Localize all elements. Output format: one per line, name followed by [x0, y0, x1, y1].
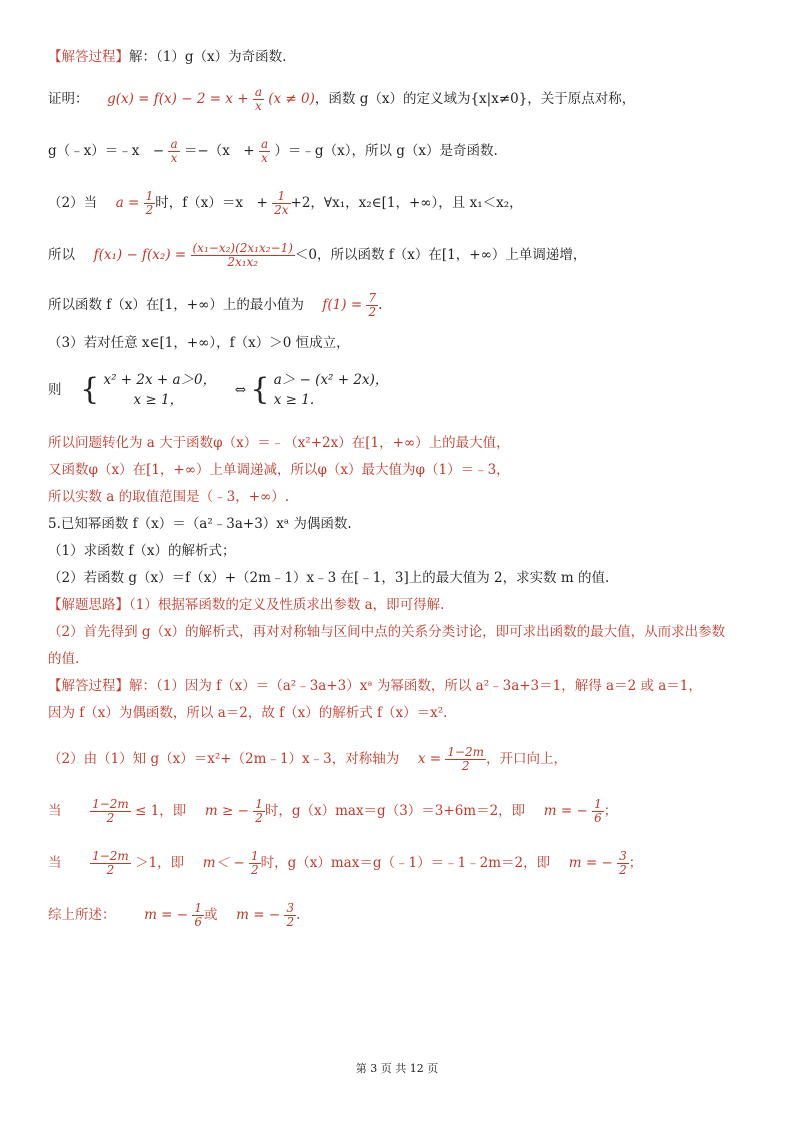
odd-frac-1: $\frac{a}{x}$ [170, 137, 178, 165]
summary-or: 或 [204, 907, 218, 923]
c2-frac: $\frac{1-2m}{2}$ [92, 849, 129, 877]
q2-start: （2）当 [48, 195, 98, 211]
left-brace-2: { [250, 372, 270, 407]
q3-line: （3）若对任意 x∈[1，+∞），f（x）＞0 恒成立， [48, 335, 350, 351]
c2-r: $\frac{3}{2}$ [619, 849, 627, 877]
min-line: 所以函数 f（x）在[1，+∞）上的最小值为 f(1) = $\frac{7}{2}$ . [48, 291, 383, 319]
equiv-arrow: ⇔ [234, 382, 247, 398]
page-footer: 第 3 页 共 12 页 [355, 1062, 439, 1075]
c2-when: 当 [48, 855, 62, 871]
system-2: a＞ − (x² + 2x)， x ≥ 1. [273, 372, 389, 408]
answer-tag-2: 【解答过程】 [48, 678, 129, 694]
c1-when: 当 [48, 803, 62, 819]
ans2-frac: $\frac{1-2m}{2}$ [447, 745, 485, 773]
summary-line [48, 902, 300, 929]
c1-frac: $\frac{1-2m}{2}$ [92, 797, 129, 825]
part1-head: 解：（1）g（x）为奇函数. [129, 49, 287, 65]
so-label: 所以 [48, 247, 75, 263]
ans2-line [48, 746, 567, 773]
answer-process-header-1 [48, 48, 286, 66]
proof-label: 证明： [48, 91, 89, 107]
min-frac: $\frac{7}{2}$ [368, 291, 377, 319]
system-1: x² + 2x + a＞0， x ≥ 1， [103, 372, 217, 408]
c1-m: m ≥ − [204, 803, 249, 819]
proof-line [48, 86, 635, 113]
summary-f2: $\frac{3}{2}$ [286, 901, 295, 929]
odd-start: g（﹣x）＝﹣x − [48, 143, 165, 159]
problem5-sub2: （2）若函数 g（x）＝f（x）+（2m﹣1）x﹣3 在[﹣1，3]上的最大值为 2，求实数 m 的值. [48, 570, 610, 586]
q2-frac2: $\frac{1}{2x}$ [274, 189, 289, 217]
summary-label: 综上所述： [48, 907, 116, 923]
proof-condition: (x ≠ 0) [268, 91, 315, 107]
odd-mid: ＝−（x + [183, 143, 255, 159]
q2-end: +2，∀x₁，x₂∈[1，+∞），且 x₁＜x₂， [290, 195, 523, 211]
summary-f1: $\frac{1}{6}$ [194, 901, 203, 929]
answer-process-header-2 [48, 677, 702, 695]
c2-res: m = − [568, 855, 613, 871]
c2-end: ； [628, 855, 643, 871]
so-end: ＜0，所以函数 f（x）在[1，+∞）上单调递增， [294, 247, 587, 263]
c1-text: 时，g（x）max＝g（3）＝3+6m＝2，即 [264, 803, 526, 819]
min-text: 所以函数 f（x）在[1，+∞）上的最小值为 [48, 297, 304, 313]
problem5-stem: 5.已知幂函数 f（x）＝（a²﹣3a+3）xᵃ 为偶函数. [48, 516, 352, 532]
c1-le: ≤ 1，即 [135, 803, 187, 819]
conv-line-3: 所以实数 a 的取值范围是（﹣3，+∞）. [48, 489, 290, 505]
proof-text: ，函数 g（x）的定义域为{x|x≠0}，关于原点对称， [314, 91, 636, 107]
conv-line-1: 所以问题转化为 a 大于函数φ（x）＝﹣（x²+2x）在[1，+∞）上的最大值， [48, 435, 510, 451]
idea-tag: 【解题思路】 [48, 597, 129, 613]
odd-end: ）＝﹣g（x），所以 g（x）是奇函数. [274, 143, 498, 159]
idea-line-1 [48, 596, 444, 614]
system-line [48, 370, 388, 410]
answer-tag: 【解答过程】 [48, 49, 129, 65]
so-frac: $\frac{\text{(x₁−x₂)(2x₁x₂−1)}}{\text{2x₁x₂}}$ [192, 241, 293, 269]
idea-1: （1）根据幂函数的定义及性质求出参数 a，即可得解. [129, 597, 445, 613]
ans1a: 解：（1）因为 f（x）＝（a²﹣3a+3）xᵃ 为幂函数，所以 a²﹣3a+3＝1，解得 a＝2 或 a＝1， [129, 678, 702, 694]
c2-gt: ＞1，即 [135, 855, 185, 871]
so-formula: f(x₁) − f(x₂) = [93, 247, 187, 263]
case2-line [48, 850, 642, 877]
conv-line-2: 又函数φ（x）在[1，+∞）上单调递减，所以φ（x）最大值为φ（1）＝﹣3， [48, 462, 510, 478]
c2-text: 时，g（x）max＝g（﹣1）＝﹣1﹣2m＝2，即 [260, 855, 551, 871]
c1-res: m = − [543, 803, 588, 819]
c1-r: $\frac{1}{6}$ [594, 797, 602, 825]
summary-end: . [296, 907, 301, 923]
odd-line [48, 138, 498, 165]
c1-end: ； [603, 803, 618, 819]
so-line [48, 242, 586, 269]
ans1b: 因为 f（x）为偶函数，所以 a＝2，故 f（x）的解析式 f（x）＝x². [48, 705, 448, 721]
ans2-start: （2）由（1）知 g（x）＝x²+（2m﹣1）x﹣3，对称轴为 [48, 751, 400, 767]
proof-formula: g(x) = f(x) − 2 = x + [107, 91, 249, 107]
summary-m1: m = − [144, 907, 189, 923]
odd-frac-2: $\frac{a}{x}$ [260, 137, 269, 165]
problem5-sub1: （1）求函数 f（x）的解析式； [48, 543, 236, 559]
ans2-x: x = [417, 751, 442, 767]
proof-fraction: $\frac{a}{x}$ [254, 85, 262, 113]
idea-line-2a: （2）首先得到 g（x）的解析式，再对对称轴与区间中点的关系分类讨论，即可求出函数的最大值，从而求出参数 [48, 624, 726, 640]
q2-line [48, 190, 523, 217]
case1-line [48, 798, 617, 825]
q2-frac: $\frac{1}{2}$ [145, 189, 154, 217]
then-label: 则 [48, 382, 62, 398]
ans2-end: ，开口向上， [486, 751, 568, 767]
c2-m: m＜ − [202, 855, 245, 871]
c1-f: $\frac{1}{2}$ [255, 797, 263, 825]
summary-m2: m = − [236, 907, 281, 923]
q2-a: a = [115, 195, 140, 211]
c2-f: $\frac{1}{2}$ [250, 849, 259, 877]
left-brace-1: { [80, 372, 100, 407]
min-formula: f(1) = [322, 297, 363, 313]
idea-line-2b: 的值. [48, 651, 80, 667]
q2-mid: 时，f（x）＝x + [155, 195, 268, 211]
